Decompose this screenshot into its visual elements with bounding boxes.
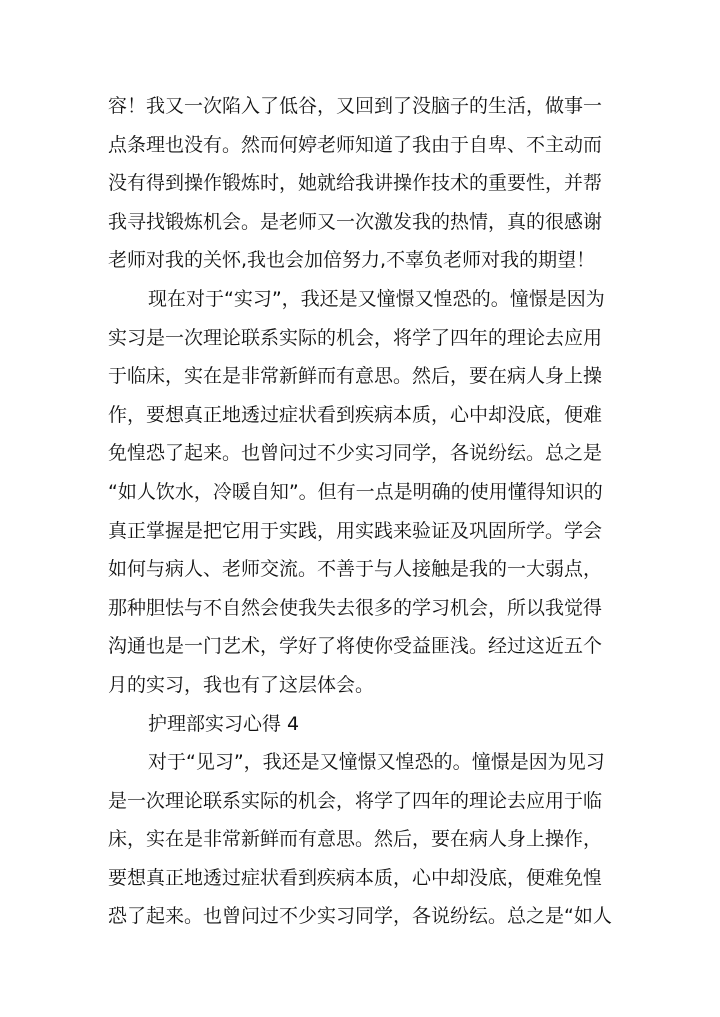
- text-line: 老师对我的关怀,我也会加倍努力,不辜负老师对我的期望！: [108, 249, 596, 272]
- text-line: 实习是一次理论联系实际的机会，将学了四年的理论去应用: [108, 326, 603, 349]
- paragraph-observation: [108, 743, 612, 936]
- text-line: 要想真正地透过症状看到疾病本质，心中却没底，便难免惶: [108, 866, 603, 889]
- text-line: “如人饮水，冷暖自知”。但有一点是明确的使用懂得知识的: [108, 480, 603, 503]
- section-heading: 护理部实习心得 4: [148, 712, 300, 735]
- text-line: 于临床，实在是非常新鲜而有意思。然后，要在病人身上操: [108, 365, 603, 388]
- paragraph-continuation: [108, 87, 612, 280]
- text-line: 没有得到操作锻炼时，她就给我讲操作技术的重要性，并帮: [108, 172, 603, 195]
- text-line: 真正掌握是把它用于实践，用实践来验证及巩固所学。学会: [108, 519, 603, 542]
- text-line: 床，实在是非常新鲜而有意思。然后，要在病人身上操作，: [108, 828, 603, 851]
- text-line: 点条理也没有。然而何婷老师知道了我由于自卑、不主动而: [108, 133, 603, 156]
- text-line: 恐了起来。也曾问过不少实习同学，各说纷纭。总之是“如人: [108, 905, 612, 928]
- text-line: 免惶恐了起来。也曾问过不少实习同学，各说纷纭。总之是: [108, 442, 603, 465]
- text-line: 沟通也是一门艺术，学好了将使你受益匪浅。经过这近五个: [108, 635, 603, 658]
- paragraph-internship-reflection: [108, 280, 612, 705]
- text-line: 如何与病人、老师交流。不善于与人接触是我的一大弱点，: [108, 558, 603, 581]
- text-line: 作，要想真正地透过症状看到疾病本质，心中却没底，便难: [108, 403, 603, 426]
- text-line: 月的实习，我也有了这层体会。: [108, 673, 375, 696]
- text-line: 对于“见习”，我还是又憧憬又惶恐的。憧憬是因为见习: [148, 751, 605, 774]
- text-line: 那种胆怯与不自然会使我失去很多的学习机会，所以我觉得: [108, 596, 603, 619]
- document-body: [108, 87, 612, 936]
- text-line: 是一次理论联系实际的机会，将学了四年的理论去应用于临: [108, 789, 603, 812]
- text-line: 我寻找锻炼机会。是老师又一次激发我的热情，真的很感谢: [108, 210, 603, 233]
- text-line: 现在对于“实习”，我还是又憧憬又惶恐的。憧憬是因为: [148, 287, 605, 310]
- text-line: 容！我又一次陷入了低谷，又回到了没脑子的生活，做事一: [108, 95, 603, 117]
